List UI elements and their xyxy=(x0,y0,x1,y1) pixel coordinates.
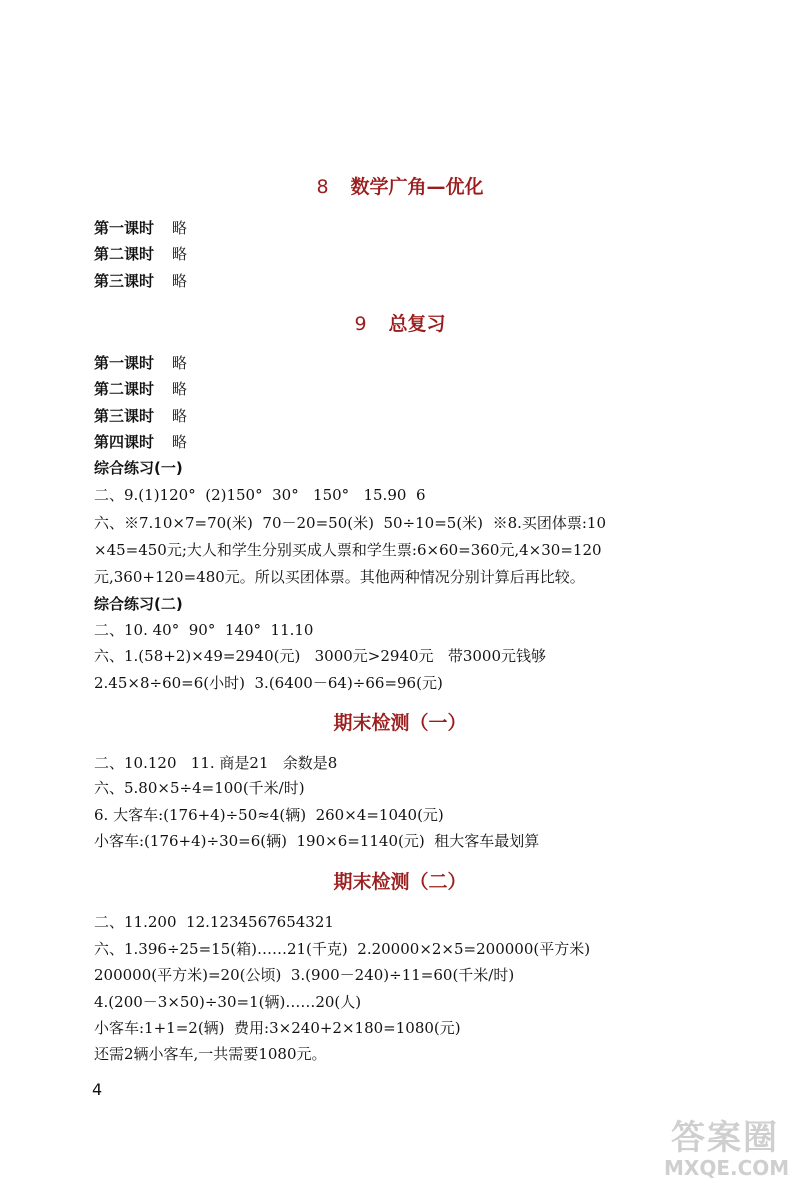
lesson-value: 略 xyxy=(172,380,188,398)
s8-lesson-2 xyxy=(94,243,187,265)
practice-2-line: 六、1.(58+2)×49=2940(元) 3000元>2940元 带3000元钱够 xyxy=(94,647,547,665)
practice-1-title: 综合练习(一) xyxy=(94,459,183,477)
practice-2-line: 二、10. 40° 90° 140° 11.10 xyxy=(94,621,314,639)
corner-watermark xyxy=(664,1110,790,1190)
lesson-value: 略 xyxy=(172,272,188,290)
section-9-heading xyxy=(0,312,800,336)
lesson-value: 略 xyxy=(172,219,188,237)
exam-1-line: 二、10.120 11. 商是21 余数是8 xyxy=(94,754,338,772)
lesson-value: 略 xyxy=(172,245,188,263)
exam-2-title: 期末检测（二） xyxy=(333,871,467,893)
section-9-title: 总复习 xyxy=(388,313,446,335)
exam-1-line: 小客车:(176+4)÷30=6(辆) 190×6=1140(元) 租大客车最划算 xyxy=(94,832,540,850)
section-8-heading xyxy=(0,175,800,199)
practice-2-title: 综合练习(二) xyxy=(94,595,183,613)
exam-2-line: 200000(平方米)=20(公顷) 3.(900－240)÷11=60(千米/时) xyxy=(94,966,515,984)
exam-1-line: 六、5.80×5÷4=100(千米/时) xyxy=(94,779,305,797)
lesson-label: 第一课时 xyxy=(94,219,155,237)
practice-1-line: ×45=450元;大人和学生分别买成人票和学生票:6×60=360元,4×30=120 xyxy=(94,541,602,559)
s8-lesson-1 xyxy=(94,217,187,239)
s9-lesson-2 xyxy=(94,378,187,400)
watermark-logo-text: 答案圈 xyxy=(671,1118,779,1158)
lesson-label: 第二课时 xyxy=(94,380,155,398)
lesson-value: 略 xyxy=(172,407,188,425)
practice-1-line: 六、※7.10×7=70(米) 70－20=50(米) 50÷10=5(米) ※8.买团体票:10 xyxy=(94,514,607,532)
lesson-value: 略 xyxy=(172,433,188,451)
lesson-value: 略 xyxy=(172,354,188,372)
lesson-label: 第一课时 xyxy=(94,354,155,372)
practice-2-line: 2.45×8÷60=6(小时) 3.(6400－64)÷66=96(元) xyxy=(94,674,443,692)
section-9-number: 9 xyxy=(354,313,367,335)
exam-2-line: 小客车:1+1=2(辆) 费用:3×240+2×180=1080(元) xyxy=(94,1019,461,1037)
lesson-label: 第二课时 xyxy=(94,245,155,263)
exam-1-title: 期末检测（一） xyxy=(333,712,467,734)
exam-1-line: 6. 大客车:(176+4)÷50≈4(辆) 260×4=1040(元) xyxy=(94,806,444,824)
section-8-title: 数学广角—优化 xyxy=(350,176,484,198)
practice-1-line: 元,360+120=480元。所以买团体票。其他两种情况分别计算后再比较。 xyxy=(94,568,585,586)
lesson-label: 第三课时 xyxy=(94,272,155,290)
exam-2-line: 还需2辆小客车,一共需要1080元。 xyxy=(94,1045,327,1063)
watermark-url: MXQE.COM xyxy=(664,1156,790,1180)
s9-lesson-1 xyxy=(94,352,187,374)
lesson-label: 第三课时 xyxy=(94,407,155,425)
lesson-label: 第四课时 xyxy=(94,433,155,451)
exam-2-line: 4.(200－3×50)÷30=1(辆)……20(人) xyxy=(94,993,362,1011)
page-number: 4 xyxy=(92,1080,103,1099)
exam-2-line: 二、11.200 12.1234567654321 xyxy=(94,913,334,931)
s8-lesson-3 xyxy=(94,270,187,292)
exam-2-line: 六、1.396÷25=15(箱)……21(千克) 2.20000×2×5=200000(平方米) xyxy=(94,940,591,958)
s9-lesson-3 xyxy=(94,405,187,427)
section-8-number: 8 xyxy=(316,176,329,198)
s9-lesson-4 xyxy=(94,431,187,453)
practice-1-line: 二、9.(1)120° (2)150° 30° 150° 15.90 6 xyxy=(94,486,426,504)
